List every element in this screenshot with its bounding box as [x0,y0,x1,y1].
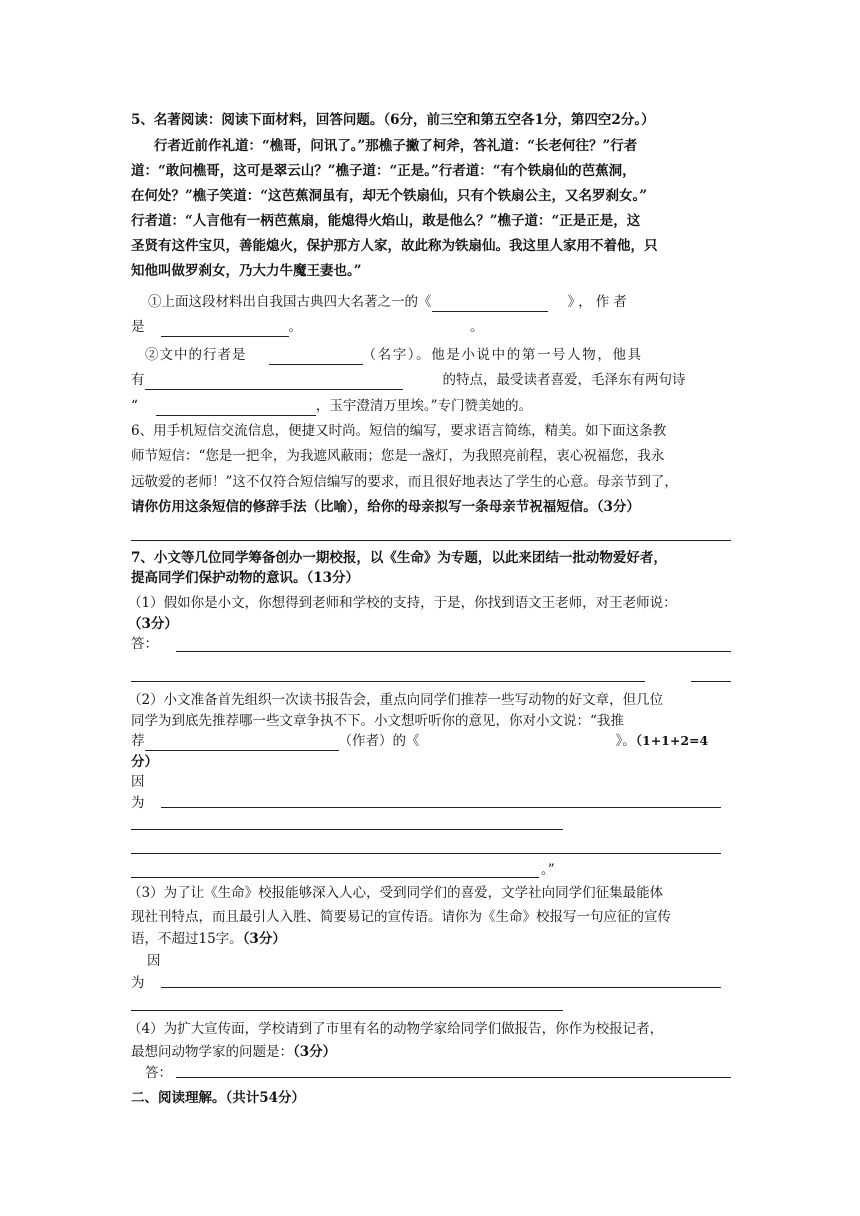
q7-p3-answer-line[interactable] [161,987,721,988]
q7-p4-question: 最想问动物学家的问题是： [131,1044,293,1060]
q7-p4: （4）为扩大宣传面，学校请到了市里有名的动物学家给同学们做报告，你作为校报记者， [128,1021,664,1037]
q7-p2-reason-line[interactable] [161,807,721,808]
because-label-2: 为 [131,975,145,991]
q7-p1-answer-line-3[interactable] [691,681,731,682]
q5-sub2-text-b: （名字）。他是小说中的第一号人物，他具 [362,347,643,363]
q7-p2-score: （1+1+2=4 [635,733,709,748]
q5-sub1-author-text: 》，作者 [567,294,631,310]
q7-p1: （1）假如你是小文，你想得到老师和学校的支持，于是，你找到语文王老师，对王老师说： [128,595,677,611]
q5-passage-line: 道：“敢问樵哥，这可是翠云山？”樵子道：“正是。”行者道：“有个铁扇仙的芭蕉洞， [131,163,636,179]
poem-blank[interactable] [156,401,316,416]
open-quote: “ [131,398,138,414]
q7-p1-answer-label: 答： [131,636,158,652]
q5-passage-line: 行者近前作礼道：“樵哥，问讯了。”那樵子撇了柯斧，答礼道：“长老何往？”行者 [154,138,638,154]
q7-p2-score-2: 分） [131,754,158,770]
because-label-2: 为 [131,795,145,811]
q7-p3-line3 [131,929,731,949]
because-label: 因 [131,774,145,790]
q7-p2-reason-line-2[interactable] [131,829,563,830]
q5-sub1-line2 [131,317,731,337]
q7-p1-answer-line-2[interactable] [131,681,645,682]
close-quote: 。” [541,862,555,878]
q7-p3-limit: 语，不超过15字。 [131,931,243,947]
q7-p1-answer-line[interactable] [176,651,731,652]
q7-p4-answer-label: 答： [145,1065,172,1081]
q7-p3: （3）为了让《生命》校报能够深入人心，受到同学们的喜爱，文学社向同学们征集最能体 [128,885,664,901]
name-blank[interactable] [269,350,363,365]
q7-p1-score: （3分） [128,616,178,632]
period: 。 [470,319,484,335]
q7-p2: （2）小文准备首先组织一次读书报告会，重点向同学们推荐一些写动物的好文章，但几位 [128,692,664,708]
q7-p3-score: （3分） [242,931,286,947]
q6-instruction: 请你仿用这条短信的修辞手法（比喻），给你的母亲拟写一条母亲节祝福短信。（3分） [131,499,640,515]
q6-line: 师节短信：“您是一把伞，为我遮风蔽雨；您是一盏灯，为我照亮前程，衷心祝福您，我永 [131,448,665,464]
q5-sub1-shi: 是 [131,319,145,335]
q5-passage-line: 知他叫做罗刹女，乃大力牛魔王妻也。” [131,263,362,279]
q5-sub2-line2 [131,370,731,390]
traits-blank[interactable] [145,375,403,390]
author-blank[interactable] [145,736,339,751]
recommend-text: 荐 [131,733,145,749]
q5-passage-line: 行者道：“人言他有一柄芭蕉扇，能熄得火焰山，敢是他么？”樵子道：“正是正是，这 [131,213,641,229]
section-two-heading: 二、阅读理解。（共计54分） [131,1090,306,1106]
q7-p4-score: （3分） [293,1044,337,1060]
q6-answer-line[interactable] [131,540,731,541]
q7-heading: 7、小文等几位同学筹备创办一期校报，以《生命》为专题，以此来团结一批动物爱好者， [131,550,667,566]
q7-p2-reason-line-3[interactable] [131,853,721,854]
q5-sub1-text: ①上面这段材料出自我国古典四大名著之一的《 [148,294,432,310]
period: 。 [288,319,302,335]
q7-p4-answer-line[interactable] [176,1077,731,1078]
q5-sub2-line [145,345,731,365]
book-title-blank[interactable] [432,297,548,312]
q5-sub1-line [148,292,731,312]
q7-p2-line3 [131,731,731,751]
q5-sub2-you: 有 [131,372,145,388]
q7-p3-line2: 现社刊特点，而且最引人入胜、简要易记的宣传语。请你为《生命》校报写一句应征的宣传 [131,909,671,925]
q7-heading-2: 提高同学们保护动物的意识。（13分） [131,570,360,586]
q5-passage-line: 在何处？”樵子笑道：“这芭蕉洞虽有，却无个铁扇仙，只有个铁扇公主，又名罗刹女。” [131,188,648,204]
q5-heading: 5、名著阅读：阅读下面材料，回答问题。（6分，前三空和第五空各1分，第四空2分。） [131,112,655,128]
q5-passage-line: 圣贤有这件宝贝，善能熄火，保护那方人家，故此称为铁扇仙。我这里人家用不着他，只 [131,238,658,254]
q7-p3-answer-line-2[interactable] [131,1010,563,1011]
q5-sub2-text-d: 的特点，最受读者喜爱，毛泽东有两句诗 [442,372,686,388]
author-label: （作者）的《 [338,733,420,749]
q7-p4-line2 [131,1042,731,1062]
because-label: 因 [147,953,161,969]
q5-sub2-line3 [131,396,731,416]
author-blank[interactable] [161,322,289,337]
close-title: 》。 [615,733,636,749]
q5-sub2-text-f: ，玉宇澄清万里埃。”专门赞美她的。 [315,398,533,414]
q5-sub2-text: ②文中的行者是 [145,347,247,363]
q7-p2-reason-line-4[interactable] [131,877,539,878]
q6-line: 远敬爱的老师！”这不仅符合短信编写的要求，而且很好地表达了学生的心意。母亲节到了， [131,474,678,490]
q6-line: 6、用手机短信交流信息，便捷又时尚。短信的编写，要求语言简练，精美。如下面这条教 [131,423,667,439]
q7-p2-line2: 同学为到底先推荐哪一些文章争执不下。小文想听听你的意见，你对小文说：“我推 [131,713,624,729]
